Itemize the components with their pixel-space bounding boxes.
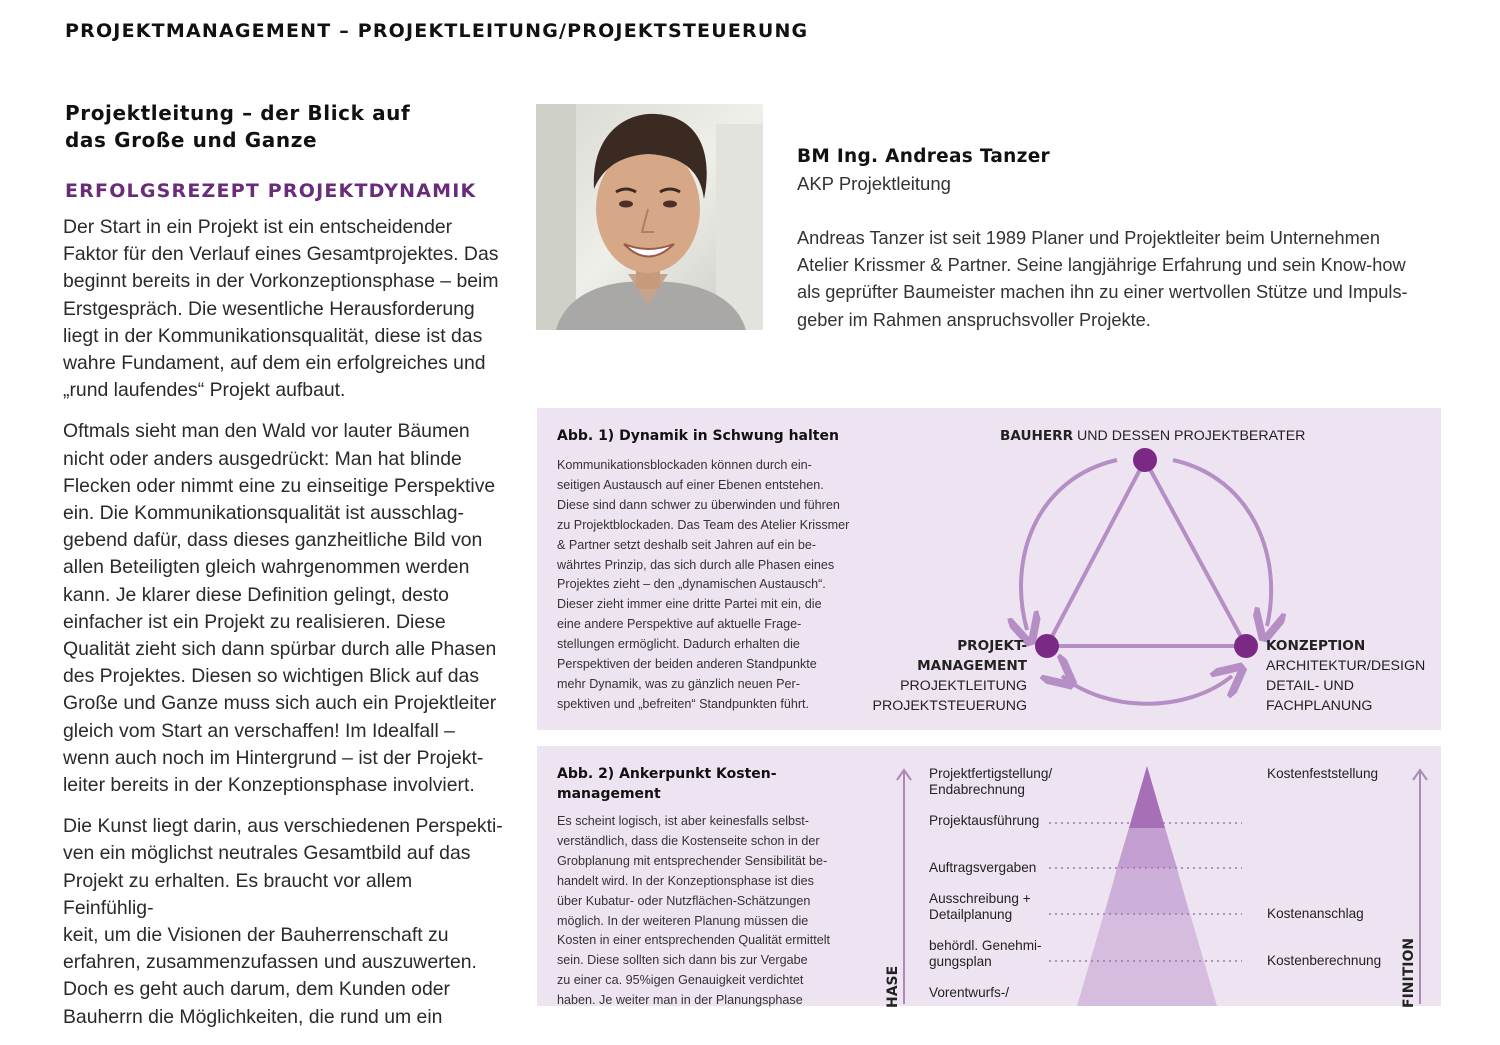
- cost-label: Kostenfeststellung: [1267, 766, 1379, 781]
- article-paragraph: Der Start in ein Projekt ist ein entscheidender Faktor für den Verlauf eines Gesamtprojektes. Das beginnt bereits in der Vorkonzeptionsphase – beim Erstgespräch. Die wesentliche Herausforderung liegt in der Kommunikationsqualität, diese ist das wahre Fundament, auf dem ein erfolgreiches und „rund laufendes“ Projekt aufbaut.: [63, 216, 499, 402]
- node-right: [1234, 634, 1258, 658]
- author-name: BM Ing. Andreas Tanzer: [797, 146, 1050, 167]
- pyramid-layer: [1105, 868, 1189, 914]
- author-portrait: [536, 104, 763, 330]
- pyramid-top-layer: [1129, 766, 1165, 828]
- label-projektmanagement: PROJEKT- MANAGEMENT PROJEKTLEITUNG PROJEKTSTEUERUNG: [872, 638, 1027, 714]
- figure-1-panel: [537, 408, 1441, 730]
- page-header: PROJEKTMANAGEMENT – PROJEKTLEITUNG/PROJEKTSTEUERUNG: [65, 20, 809, 42]
- author-info: [797, 146, 1447, 334]
- phase-label: Projektfertigstellung/ Endabrechnung: [929, 766, 1053, 797]
- article-subheadline: ERFOLGSREZEPT PROJEKTDYNAMIK: [65, 180, 477, 202]
- figure-2-text: Es scheint logisch, ist aber keinesfalls selbst- verständlich, dass die Kostenseite schon in der Grobplanung mit entsprechender Sensibilität be- handelt wird. In der Konzeptionsphase ist dies über Kubatur- oder Nutzflächen-Schätzungen möglich. In der weiteren Planung müssen die Kosten in einer entsprechenden Qualität ermittelt sein. Diese sollten sich dann bis zur Vergabe zu einer ca. 95%igen Genauigkeit verdichtet haben. Je weiter man in der Planungsphase: [557, 814, 831, 1008]
- author-role: AKP Projektleitung: [797, 173, 951, 194]
- figure-1-title: Abb. 1) Dynamik in Schwung halten: [557, 428, 839, 444]
- label-konzeption: KONZEPTION ARCHITEKTUR/DESIGN DETAIL- UND FACHPLANUNG: [1266, 638, 1426, 714]
- right-axis-label: FINITION: [1401, 937, 1417, 1008]
- article-paragraph: Oftmals sieht man den Wald vor lauter Bäumen nicht oder anders ausgedrückt: Man hat blinde Flecken oder nimmt eine zu einseitige Perspektive ein. Die Kommunikationsqualität ist ausschlag- gebend dafür, dass dieses ganzheitliche Bild von allen Beteiligten gleich wahrgenommen werden kann. Je klarer diese Definition gelingt, desto einfacher ist ein Projekt zu realisieren. Diese Qualität zieht sich dann spürbar durch alle Phasen des Projektes. Diesen so wichtigen Blick auf das Große und Ganze muss sich auch ein Projektleiter gleich vom Start an verschaffen! Im Idealfall – wenn auch noch im Hintergrund – ist der Projekt- leiter bereits in der Konzeptionsphase involviert.: [63, 420, 497, 797]
- triangle-shape: [1047, 460, 1246, 646]
- phase-label: Ausschreibung + Detailplanung: [929, 891, 1031, 922]
- label-bauherr: BAUHERR UND DESSEN PROJEKTBERATER: [1000, 428, 1306, 444]
- pyramid-layer: [1117, 828, 1177, 868]
- phase-label: Projektausführung: [929, 813, 1040, 828]
- figure-2-panel: [537, 746, 1441, 1006]
- figure-1-text: Kommunikationsblockaden können durch ein- seitigen Austausch auf einer Ebenen entstehen. Diese sind dann schwer zu überwinden und führen zu Projektblockaden. Das Team des Atelier Krissmer & Partner setzt deshalb seit Jahren auf ein be- währtes Prinzip, das sich durch alle Phasen eines Projektes zieht – den „dynamischen Austausch“. Dieser zieht immer eine dritte Partei mit ein, die eine andere Perspektive auf aktuelle Frage- stellungen ermöglicht. Dadurch erhalten die Perspektiven der beiden anderen Standpunkte mehr Dynamik, was zu gänzlich neuen Per- spektiven und „befreiten“ Standpunkten führt.: [557, 458, 850, 711]
- author-bio: Andreas Tanzer ist seit 1989 Planer und Projektleiter beim Unternehmen Atelier Krissmer & Partner. Seine langjährige Erfahrung und sein Know-how als geprüfter Baumeister machen ihn zu einer wertvollen Stütze und Impuls- geber im Rahmen anspruchsvoller Projekte.: [797, 228, 1408, 330]
- portrait-illustration: [536, 104, 763, 330]
- cost-label: Kostenanschlag: [1267, 906, 1364, 921]
- article-paragraph: Die Kunst liegt darin, aus verschiedenen Perspekti- ven ein möglichst neutrales Gesamtbild auf das Projekt zu erhalten. Es braucht vor allem Feinfühlig- keit, um die Visionen der Bauherrenschaft zu erfahren, zusammenzufassen und auszuwerten. Doch es geht auch darum, dem Kunden oder Bauherrn die Möglichkeiten, die rund um ein: [63, 815, 503, 1028]
- cost-label: Kostenberechnung: [1267, 953, 1382, 968]
- left-axis-label: HASE: [885, 965, 901, 1008]
- phase-label: Vorentwurfs-/: [929, 985, 1010, 1000]
- phase-label: Auftragsvergaben: [929, 860, 1037, 875]
- phase-label: behördl. Genehmi- gungsplan: [929, 938, 1042, 969]
- figure-2-title: Abb. 2) Ankerpunkt Kosten- management: [557, 766, 777, 802]
- node-left: [1035, 634, 1059, 658]
- article-column: [65, 100, 505, 1045]
- arrow-bottom: [1062, 676, 1232, 704]
- node-top: [1133, 448, 1157, 472]
- article-headline: Projektleitung – der Blick auf das Große und Ganze: [65, 101, 411, 152]
